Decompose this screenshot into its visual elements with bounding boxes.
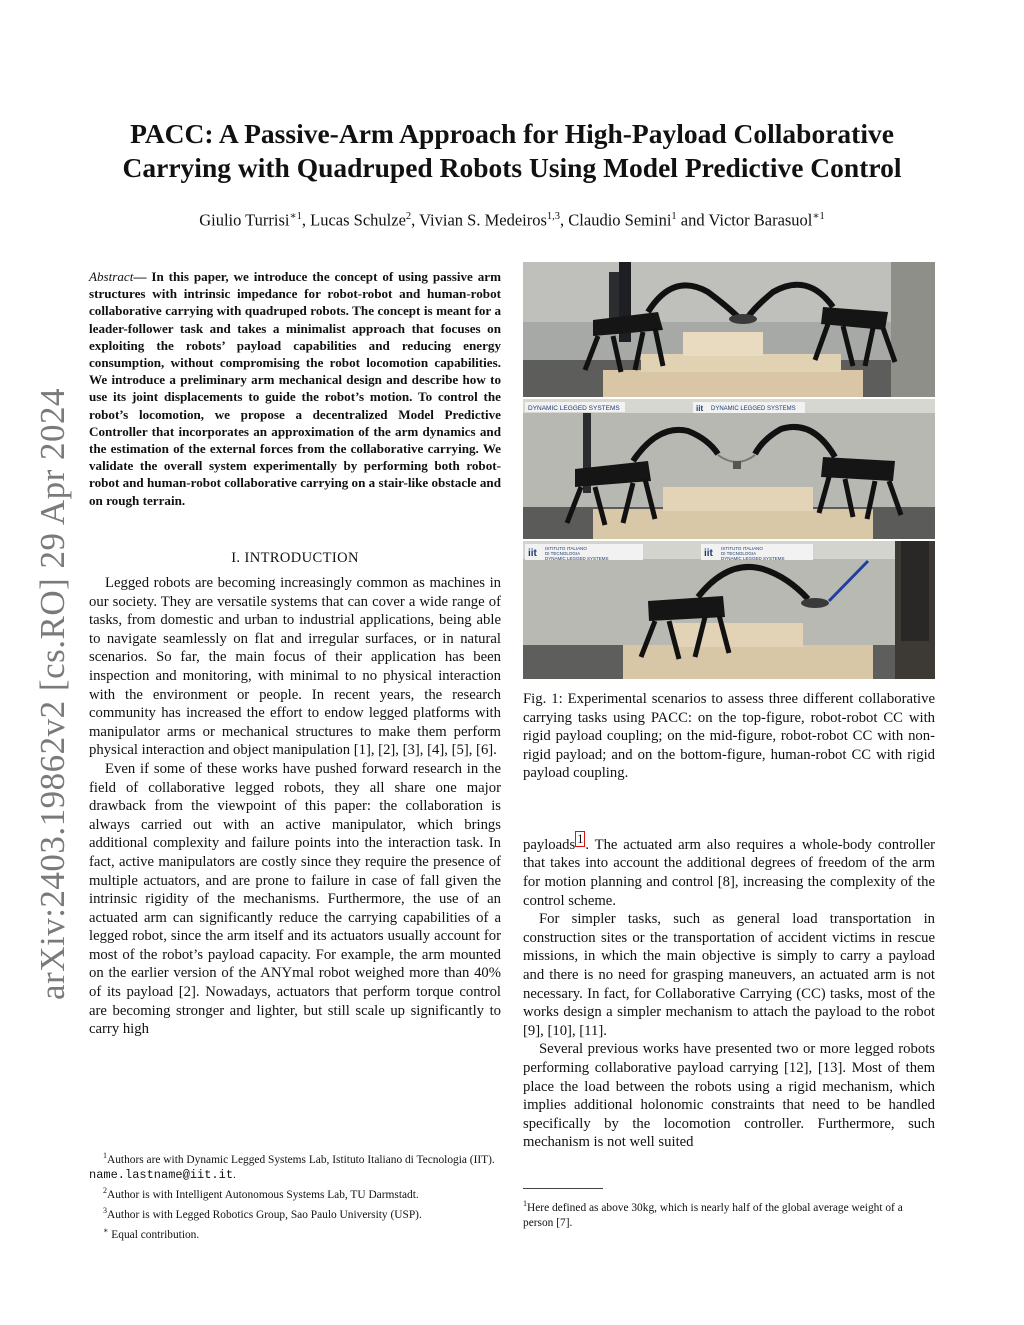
human-robot-photo (523, 541, 935, 679)
footnote-link[interactable]: 1 (577, 832, 584, 846)
paragraph (523, 833, 935, 910)
logo-line-1: ISTITUTO ITALIANO (721, 546, 763, 551)
arxiv-side-label[interactable]: arXiv:2403.19862v2 [cs.RO] 29 Apr 2024 (33, 387, 72, 1000)
logo-iit-text: iit (528, 548, 537, 559)
author-affiliation: 1,3 (546, 211, 561, 222)
title-line-1: PACC: A Passive-Arm Approach for High-Payload Collaborative (130, 118, 894, 149)
right-column-text (523, 833, 935, 1152)
figure-panel-bottom (523, 541, 935, 679)
footnote-1 (89, 1148, 501, 1183)
logo-line-2: DI TECNOLOGIA (545, 551, 581, 556)
author-affiliation: ∗1 (289, 211, 302, 222)
paragraph-rest: . The actuated arm also requires a whole-body controller that takes into account the additional degrees of freedom of the arm for motion planning and control [8], increasing the complexity of the control scheme. (523, 836, 935, 909)
author-name: Lucas Schulze (310, 210, 406, 230)
footnote-text: Author is with Intelligent Autonomous Systems Lab, TU Darmstadt. (107, 1189, 419, 1201)
paragraph: For simpler tasks, such as general load transportation in construction sites or the transportation of accident victims in rescue missions, in which the main objective is simply to carry a payload and there is no need for grasping maneuvers, an actuated arm is not necessary. In fact, for Collaborative Carrying (CC) tasks, most of the works design a simpler mechanism to attach the payload to the robot [9], [10], [11]. (523, 911, 935, 1039)
author-affiliation: ∗1 (812, 211, 825, 222)
author-separator: , (411, 210, 420, 230)
robot-robot-nonrigid-photo (523, 399, 935, 539)
paragraph: Even if some of these works have pushed forward research in the field of collaborative legged robots, they all share one major drawback from the viewpoint of this paper: the collaboration is always carried out with an active manipulator, which brings additional complexity and failure points into the interaction task. In fact, active manipulators are costly since they require the presence of multiple actuators, and are prone to failure in case of fall given the intrinsic rigidity of the mechanisms. Furthermore, the use of an actuated arm can significantly reduce the carrying capabilities of a legged robot, since the arm itself and its actuators usually account for most of the robot’s payload capacity. For example, the arm mounted on the earlier version of the ANYmal robot weighed more than 40% of its payload [2]. Nowadays, actuators that perform torque control are becoming stronger and lighter, but still scale up significantly to carry high (89, 760, 501, 1038)
author-list (100, 210, 924, 231)
figure-1-caption: Fig. 1: Experimental scenarios to assess three different collaborative carrying tasks using PACC: on the top-figure, robot-robot CC with rigid payload coupling; on the mid-figure, robot-robot CC with non-rigid payload; and on the bottom-figure, human-robot CC with rigid payload coupling. (523, 691, 935, 782)
footnote-text: Here defined as above 30kg, which is nearly half of the global average weight of a person [7]. (523, 1201, 903, 1229)
logo-line-3: DYNAMIC LEGGED SYSTEMS (721, 556, 785, 561)
author-name: Victor Barasuol (708, 210, 813, 230)
section-heading-introduction: I. INTRODUCTION (231, 550, 359, 566)
footnote-mark: 3 (103, 1206, 107, 1216)
affiliation-footnotes (89, 1148, 501, 1243)
footnote-mark: 1 (523, 1199, 527, 1208)
email-address[interactable]: name.lastname@iit.it (89, 1168, 234, 1182)
author-separator: , (560, 210, 569, 230)
figure-panel-top (523, 262, 935, 397)
abstract-dash: — (133, 269, 152, 284)
author-affiliation: 2 (405, 211, 412, 222)
footnote-3 (89, 1203, 501, 1223)
abstract (89, 268, 501, 509)
figure-1 (523, 262, 935, 679)
footnote-2 (89, 1183, 501, 1203)
author-affiliation: 1 (671, 211, 677, 222)
abstract-label: Abstract (89, 269, 134, 284)
author-name: Vivian S. Medeiros (419, 210, 547, 230)
logo-line-3: DYNAMIC LEGGED SYSTEMS (545, 556, 609, 561)
logo-iit-text: iit (696, 404, 704, 413)
title-line-2: Carrying with Quadruped Robots Using Model Predictive Control (122, 152, 902, 183)
footnote-text: Authors are with Dynamic Legged Systems Lab, Istituto Italiano di Tecnologia (IIT). (107, 1153, 495, 1166)
logo-line-2: DI TECNOLOGIA (721, 551, 757, 556)
logo-text-center: DYNAMIC LEGGED SYSTEMS (711, 406, 796, 412)
author-separator: and (676, 210, 709, 230)
author-name: Giulio Turrisi (199, 210, 290, 230)
footnote-mark: 1 (103, 1151, 107, 1160)
figure-panel-middle (523, 399, 935, 539)
logo-iit-text: iit (704, 548, 713, 559)
payload-footnote (523, 1196, 935, 1231)
footnote-mark: 2 (103, 1186, 107, 1196)
paragraph-start: payloads (523, 836, 576, 853)
paragraph: Legged robots are becoming increasingly common as machines in our society. They are versatile systems that can cover a wide range of tasks, from domestic and urban to industrial applications, being able to navigate seamlessly on flat and irregular surfaces, or in natural scenarios. So far, the main focus of their application has been inspection and monitoring, with minimal to no physical interaction with the environment or people. In recent years, the research community has increased the effort to endow legged platforms with manipulator arms or mechanical structures to make them perform physical interaction and object manipulation [1], [2], [3], [4], [5], [6]. (89, 575, 501, 759)
footnote-4 (89, 1223, 501, 1243)
paragraph: Several previous works have presented two or more legged robots performing collaborative payload carrying [12], [13]. Most of them place the load between the robots using a rigid mechanism, which implies additional holonomic constraints that need to be handled specifically by the locomotion controller. Furthermore, such mechanism is not well suited (523, 1041, 935, 1151)
abstract-text: In this paper, we introduce the concept of using passive arm structures with intrinsic impedance for robot-robot and human-robot collaborative carrying with quadruped robots. The concept is meant for a leader-follower task and takes a minimalist approach that focuses on exploiting the robots’ payload capabilities and reducing energy consumption, without compromising the robot locomotion capabilities. We introduce a preliminary arm mechanical design and describe how to use its joint displacements to guide the robot’s motion. To control the robot’s locomotion, we propose a decentralized Model Predictive Controller that incorporates an approximation of the arm dynamics and the estimation of the external forces from the collaborative carrying. We validate the overall system experimentally by performing both robot-robot and human-robot collaborative carrying on a stair-like obstacle and on rough terrain. (89, 269, 501, 508)
footnote-divider (523, 1188, 603, 1189)
footnote-text: Author is with Legged Robotics Group, Sao Paulo University (USP). (107, 1209, 422, 1221)
introduction-text (89, 574, 501, 1039)
robot-robot-rigid-photo (523, 262, 935, 397)
logo-text-left: DYNAMIC LEGGED SYSTEMS (528, 405, 620, 412)
footnote-punct: . (233, 1169, 236, 1181)
paper-title (100, 117, 924, 185)
footnote-text: Equal contribution. (108, 1229, 200, 1241)
author-separator: , (301, 210, 311, 230)
footnote-mark: ∗ (103, 1226, 109, 1236)
logo-line-1: ISTITUTO ITALIANO (545, 546, 587, 551)
author-name: Claudio Semini (568, 210, 672, 230)
